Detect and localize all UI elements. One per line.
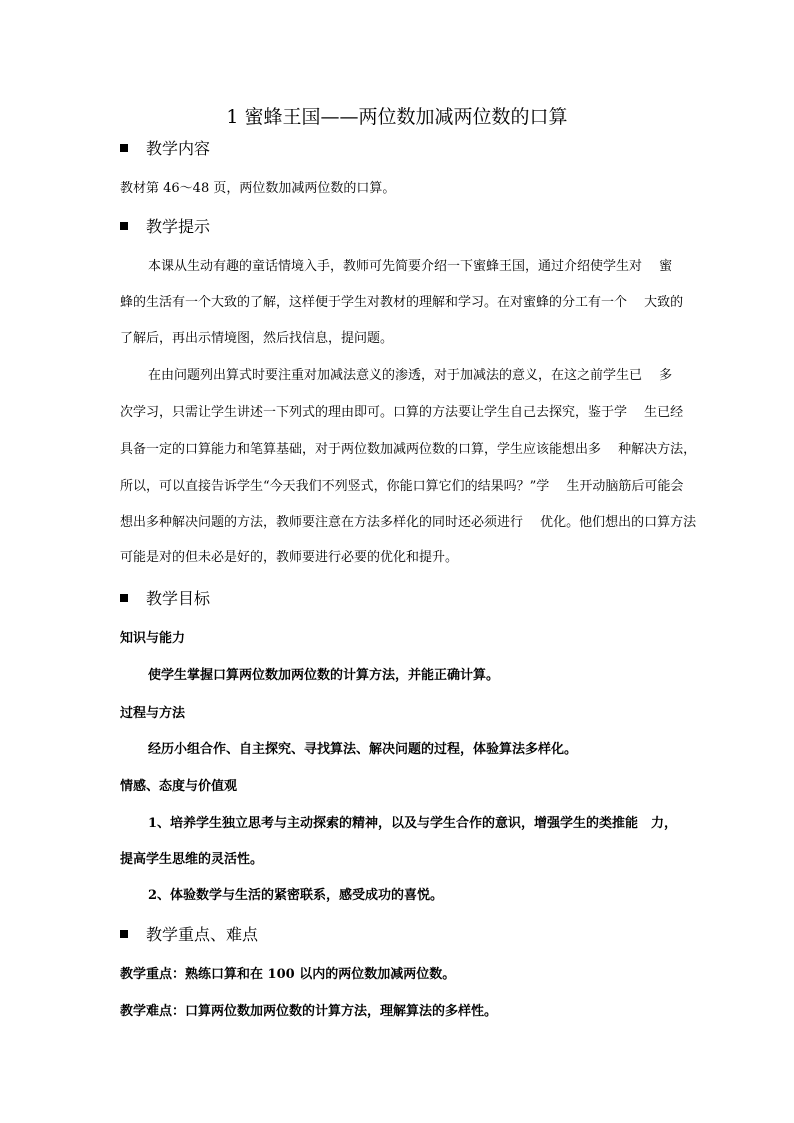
process-text: 经历小组合作、自主探究、寻找算法、解决问题的过程，体验算法多样化。 [148, 742, 578, 757]
emotion-line: 2、体验数学与生活的紧密联系，感受成功的喜悦。 [148, 888, 444, 903]
hint-line: 蜂的生活有一个大致的了解，这样便于学生对教材的理解和学习。在对蜜蜂的分工有一个 大致的 [120, 295, 684, 310]
hint-line: 了解后，再出示情境图，然后找信息，提问题。 [120, 331, 394, 346]
heading-text: 教学目标 [146, 589, 211, 608]
square-bullet-icon [120, 594, 128, 602]
hint-line: 本课从生动有趣的童话情境入手，教师可先简要介绍一下蜜蜂王国，通过介绍使学生对 蜜 [148, 259, 673, 274]
square-bullet-icon [120, 144, 128, 152]
heading-text: 教学重点、难点 [146, 925, 259, 944]
lesson-title: 1 蜜蜂王国——两位数加减两位数的口算 [226, 106, 568, 128]
hint-line: 可能是对的但未必是好的，教师要进行必要的优化和提升。 [120, 550, 459, 565]
heading-text: 教学内容 [146, 139, 211, 158]
knowledge-text: 使学生掌握口算两位数加两位数的计算方法，并能正确计算。 [148, 668, 500, 683]
emotion-line: 提高学生思维的灵活性。 [120, 852, 264, 867]
knowledge-subheading: 知识与能力 [120, 631, 186, 646]
hint-line: 所以，可以直接告诉学生“今天我们不列竖式，你能口算它们的结果吗？”学 生开动脑筋后可能会 [120, 479, 684, 494]
section-heading-goals [120, 588, 210, 610]
process-subheading: 过程与方法 [120, 706, 186, 721]
hint-line: 次学习，只需让学生讲述一下列式的理由即可。口算的方法要让学生自己去探究，鉴于学 生已经 [120, 405, 684, 420]
emotion-subheading: 情感、态度与价值观 [120, 779, 238, 794]
difficulty-text: 教学难点：口算两位数加两位数的计算方法，理解算法的多样性。 [120, 1004, 498, 1019]
section-heading-content [120, 138, 210, 160]
hint-line: 在由问题列出算式时要注重对加减法意义的渗透，对于加减法的意义，在这之前学生已 多 [148, 368, 673, 383]
square-bullet-icon [120, 930, 128, 938]
content-text: 教材第 46～48 页，两位数加减两位数的口算。 [120, 181, 396, 196]
hint-line: 想出多种解决问题的方法，教师要注意在方法多样化的同时还必须进行 优化。他们想出的口算方法 [120, 515, 697, 530]
focus-text: 教学重点：熟练口算和在 100 以内的两位数加减两位数。 [120, 967, 456, 982]
heading-text: 教学提示 [146, 217, 211, 236]
section-heading-hints [120, 216, 210, 238]
hint-line: 具备一定的口算能力和笔算基础，对于两位数加减两位数的口算，学生应该能想出多 种解决方法， [120, 442, 697, 457]
square-bullet-icon [120, 222, 128, 230]
emotion-line: 1、培养学生独立思考与主动探索的精神，以及与学生合作的意识，增强学生的类推能 力， [148, 816, 678, 831]
section-heading-keypoints [120, 924, 258, 946]
